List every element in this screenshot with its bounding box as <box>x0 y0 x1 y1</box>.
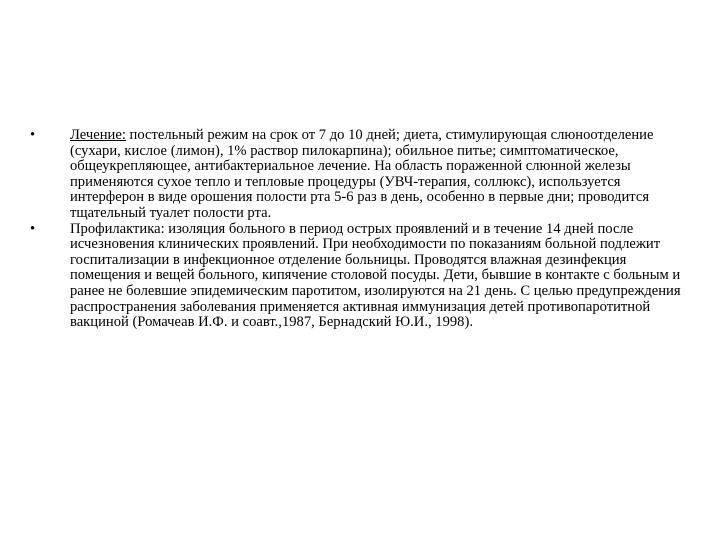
list-item-prevention <box>30 222 690 331</box>
prevention-text: Профилактика: изоляция больного в период острых проявлений и в течение 14 дней после исчезновения клинических проявлений. При необходимости по показаниям больной подлежит госпитализации в инфекционное отделение больницы. Проводятся влажная дезинфекция помещения и вещей больного, кипячение столовой посуды. Дети, бывшие в контакте с больным и ранее не болевшие эпидемическим паротитом, изолируются на 21 день. С целью предупреждения распространения заболевания применяется активная иммунизация детей противопаротитной вакциной (Ромачеав И.Ф. и соавт.,1987, Бернадский Ю.И., 1998). <box>70 220 681 331</box>
list-item-treatment <box>30 128 690 222</box>
bullet-marker: • <box>30 127 36 143</box>
treatment-heading: Лечение: <box>70 127 126 143</box>
treatment-text: постельный режим на срок от 7 до 10 дней; диета, стимулирующая слюноотделение (сухари, кислое (лимон), 1% раствор пилокарпина); обильное питье; симптоматическое, общеукрепляющее, антибактериальное лечение. На область пораженной слюнной железы применяются сухое тепло и тепловые процедуры (УВЧ-терапия, соллюкс), используется интерферон в виде орошения полости рта 5-6 раз в день, особенно в первые дни; проводится тщательный туалет полости рта. <box>70 127 654 221</box>
bullet-marker: • <box>30 220 36 237</box>
bullet-list <box>30 128 690 331</box>
